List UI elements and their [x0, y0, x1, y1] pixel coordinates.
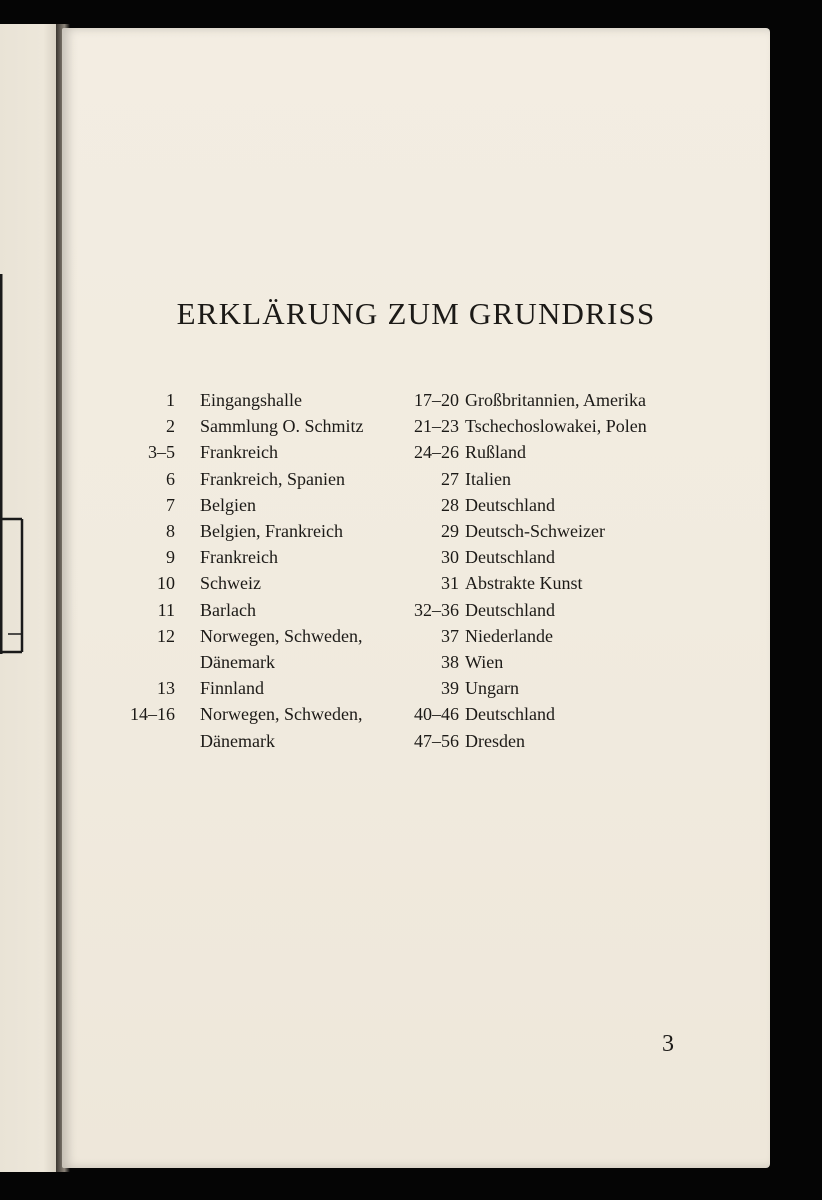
- room-number: 39: [441, 678, 459, 699]
- room-label: Deutschland: [465, 599, 555, 620]
- floor-plan-fragment: [0, 274, 24, 654]
- room-label: Finnland: [200, 678, 265, 699]
- room-label: Barlach: [200, 599, 256, 620]
- room-label: Deutschland: [465, 494, 555, 515]
- legend-entry-right: [62, 493, 770, 517]
- page-title: ERKLÄRUNG ZUM GRUNDRISS: [176, 296, 656, 331]
- legend-entry-right: [62, 440, 770, 464]
- legend-entry-right: [62, 624, 770, 648]
- legend-entry-right: [62, 729, 770, 753]
- room-label: Großbritannien, Amerika: [465, 390, 646, 410]
- page-number: 3: [662, 1031, 674, 1057]
- room-label: Dänemark: [200, 730, 275, 751]
- room-number: 13: [157, 678, 175, 699]
- room-label: Italien: [465, 468, 511, 489]
- room-number: 3–5: [148, 442, 175, 463]
- room-number: 32–36: [414, 599, 459, 620]
- room-number: 38: [441, 652, 459, 672]
- room-number: 12: [157, 625, 175, 646]
- room-number: 37: [441, 625, 459, 646]
- room-label: Deutschland: [465, 704, 555, 725]
- room-label: Norwegen, Schweden,: [200, 625, 363, 646]
- room-number: 11: [157, 599, 175, 620]
- legend-entry-right: [62, 702, 770, 726]
- room-label: Tschechoslowakei, Polen: [465, 416, 647, 437]
- room-label: Dänemark: [200, 652, 275, 672]
- room-label: Wien: [465, 652, 504, 672]
- room-number: 7: [166, 494, 175, 515]
- room-number: 40–46: [414, 704, 459, 725]
- room-number: 8: [166, 521, 175, 541]
- room-label: Sammlung O. Schmitz: [200, 416, 364, 437]
- room-label: Belgien: [200, 494, 256, 515]
- legend-entry-right: [62, 650, 770, 674]
- room-number: 14–16: [130, 704, 175, 725]
- legend-entry-right: [62, 598, 770, 622]
- room-label: Niederlande: [465, 625, 553, 646]
- room-label: Ungarn: [465, 678, 519, 699]
- room-label: Frankreich: [200, 442, 278, 463]
- room-number: 31: [441, 573, 459, 594]
- room-number: 9: [166, 547, 175, 568]
- legend-entry-right: [62, 519, 770, 543]
- legend-entry-right: [62, 388, 770, 412]
- room-label: Rußland: [465, 442, 526, 463]
- room-number: 24–26: [414, 442, 459, 463]
- room-number: 21–23: [414, 416, 459, 437]
- room-label: Norwegen, Schweden,: [200, 704, 363, 725]
- room-number: 1: [166, 390, 175, 410]
- room-label: Deutsch-Schweizer: [465, 521, 605, 541]
- legend-entry-right: [62, 571, 770, 595]
- right-page: [62, 28, 770, 1168]
- room-label: Abstrakte Kunst: [465, 573, 583, 594]
- room-label: Deutschland: [465, 547, 555, 568]
- legend-entry-right: [62, 545, 770, 569]
- room-label: Frankreich, Spanien: [200, 468, 345, 489]
- room-number: 6: [166, 468, 175, 489]
- room-number: 30: [441, 547, 459, 568]
- room-label: Eingangshalle: [200, 390, 302, 410]
- room-number: 28: [441, 494, 459, 515]
- room-label: Frankreich: [200, 547, 278, 568]
- room-number: 47–56: [414, 730, 459, 751]
- room-number: 27: [441, 468, 459, 489]
- left-page-edge: [0, 24, 62, 1172]
- room-number: 17–20: [414, 390, 459, 410]
- room-label: Belgien, Frankreich: [200, 521, 343, 541]
- legend-entry-right: [62, 414, 770, 438]
- legend-entry-right: [62, 467, 770, 491]
- legend-entry-right: [62, 676, 770, 700]
- room-number: 2: [166, 416, 175, 437]
- room-number: 29: [441, 521, 459, 541]
- room-label: Schweiz: [200, 573, 261, 594]
- room-number: 10: [157, 573, 175, 594]
- room-label: Dresden: [465, 730, 525, 751]
